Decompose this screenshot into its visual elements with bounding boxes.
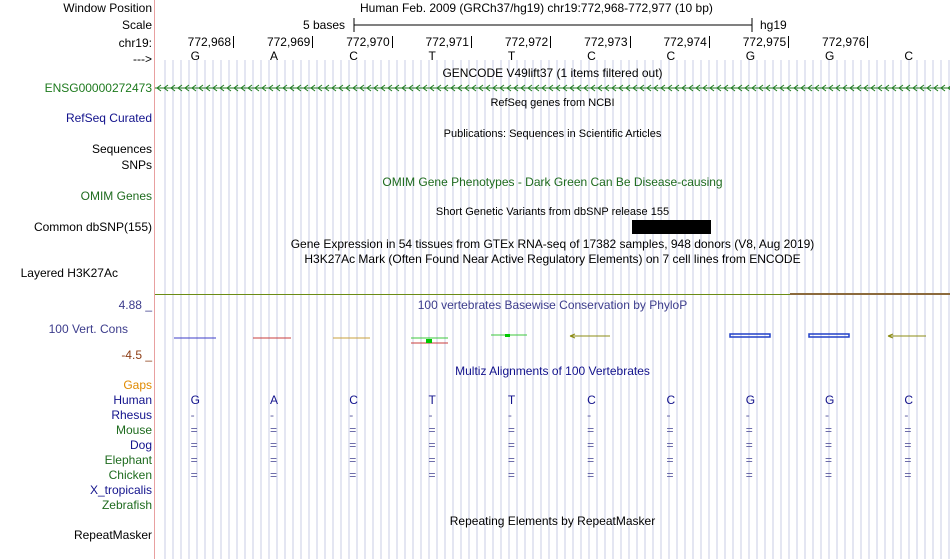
alignment-base: = — [190, 438, 198, 452]
alignment-base: = — [349, 438, 357, 452]
repeatmasker-label[interactable]: RepeatMasker — [73, 528, 152, 542]
position-title[interactable]: Human Feb. 2009 (GRCh37/hg19) chr19:772,968-772,977 (10 bp) — [360, 1, 713, 15]
alignment-base: = — [904, 468, 912, 482]
h3k27ac-label[interactable]: Layered H3K27Ac — [20, 266, 118, 280]
ruler-position: 772,973 — [584, 36, 630, 48]
alignment-base: C — [349, 393, 358, 407]
repeatmasker-track-title[interactable]: Repeating Elements by RepeatMasker — [449, 514, 656, 528]
phylop-track-title[interactable]: 100 vertebrates Basewise Conservation by PhyloP — [417, 298, 688, 312]
alignment-base: - — [190, 408, 195, 422]
alignment-base: = — [666, 423, 674, 437]
snps-label[interactable]: SNPs — [121, 158, 152, 172]
alignment-base: C — [904, 393, 914, 407]
alignment-base: A — [269, 393, 278, 407]
species-zebrafish-label[interactable]: Zebrafish — [101, 498, 152, 512]
alignment-base: - — [507, 408, 512, 422]
alignment-base: = — [825, 453, 833, 467]
alignment-base: = — [904, 453, 912, 467]
alignment-base: = — [904, 423, 912, 437]
alignment-base: = — [349, 468, 357, 482]
species-chicken-label[interactable]: Chicken — [108, 468, 152, 482]
alignment-base: G — [745, 393, 756, 407]
ruler-position: 772,974 — [663, 36, 709, 48]
alignment-base: = — [190, 453, 198, 467]
alignment-base: = — [587, 438, 595, 452]
ruler-base: G — [825, 49, 835, 63]
refseq-curated-label[interactable]: RefSeq Curated — [65, 111, 152, 125]
species-human-label[interactable]: Human — [113, 393, 152, 407]
ruler-base: C — [666, 49, 676, 63]
ruler-base: G — [190, 49, 200, 63]
publications-track-title[interactable]: Publications: Sequences in Scientific Articles — [443, 128, 662, 140]
species-dog-label[interactable]: Dog — [129, 438, 152, 452]
ruler-base: C — [587, 49, 596, 63]
alignment-base: = — [587, 423, 595, 437]
scale-text: 5 bases — [303, 18, 346, 32]
alignment-base: = — [507, 468, 515, 482]
ruler-position: 772,970 — [346, 36, 392, 48]
gencode-transcript[interactable] — [155, 82, 950, 94]
alignment-base: = — [825, 423, 833, 437]
alignment-base: = — [190, 423, 198, 437]
alignment-base: = — [745, 468, 753, 482]
ruler-position: 772,969 — [267, 36, 313, 48]
alignment-base: - — [428, 408, 433, 422]
ruler-base: T — [507, 49, 516, 63]
alignment-base: = — [507, 453, 515, 467]
chr-label[interactable]: chr19: — [118, 36, 152, 50]
alignment-base: = — [507, 438, 515, 452]
species-rhesus-label[interactable]: Rhesus — [111, 408, 152, 422]
alignment-base: = — [825, 468, 833, 482]
strand-arrow-label[interactable]: ---> — [133, 52, 152, 66]
h3k27ac-signal-peak — [790, 293, 950, 295]
alignment-base: - — [666, 408, 671, 422]
alignment-base: = — [269, 423, 277, 437]
omim-genes-label[interactable]: OMIM Genes — [80, 189, 152, 203]
refseq-track-title[interactable]: RefSeq genes from NCBI — [490, 97, 615, 109]
alignment-base: G — [190, 393, 200, 407]
vert-cons-label[interactable]: 100 Vert. Cons — [48, 322, 128, 336]
ruler-position: 772,976 — [822, 36, 868, 48]
ruler-base: G — [745, 49, 756, 63]
alignment-base: = — [825, 438, 833, 452]
gaps-label[interactable]: Gaps — [123, 378, 152, 392]
multiz-track-title[interactable]: Multiz Alignments of 100 Vertebrates — [455, 364, 650, 378]
alignment-base: T — [507, 393, 516, 407]
alignment-base: - — [587, 408, 592, 422]
ruler-base: A — [269, 49, 278, 63]
species-mouse-label[interactable]: Mouse — [115, 423, 152, 437]
gencode-item-label[interactable]: ENSG00000272473 — [44, 81, 152, 95]
species-elephant-label[interactable]: Elephant — [104, 453, 152, 467]
alignment-base: = — [745, 453, 753, 467]
dbsnp-track-title[interactable]: Short Genetic Variants from dbSNP release 155 — [435, 206, 670, 218]
alignment-base: G — [825, 393, 835, 407]
alignment-base: T — [428, 393, 436, 407]
alignment-base: = — [666, 468, 674, 482]
scale-bar — [350, 16, 756, 34]
dbsnp-label[interactable]: Common dbSNP(155) — [33, 220, 152, 234]
ruler-position: 772,975 — [743, 36, 789, 48]
alignment-base: = — [190, 468, 198, 482]
ruler-base: C — [904, 49, 914, 63]
alignment-base: - — [269, 408, 274, 422]
alignment-base: - — [349, 408, 354, 422]
window-position-label[interactable]: Window Position — [63, 1, 152, 15]
h3k27ac-track-title[interactable]: H3K27Ac Mark (Often Found Near Active Regulatory Elements) on 7 cell lines from ENCODE — [304, 252, 801, 266]
alignment-base: = — [349, 453, 357, 467]
gencode-track-title[interactable]: GENCODE V49lift37 (1 items filtered out) — [442, 66, 663, 80]
alignment-base: = — [745, 438, 753, 452]
track-labels — [0, 0, 154, 559]
alignment-base: = — [666, 438, 674, 452]
alignment-base: = — [428, 438, 436, 452]
ruler-position: 772,972 — [505, 36, 551, 48]
alignment-base: = — [904, 438, 912, 452]
alignment-base: - — [904, 408, 909, 422]
genome-browser-image[interactable] — [155, 0, 950, 559]
conservation-max-label: 4.88 _ — [118, 298, 152, 312]
gtex-track-title[interactable]: Gene Expression in 54 tissues from GTEx RNA-seq of 17382 samples, 948 donors (V8, Aug 2019) — [290, 237, 815, 251]
ruler-base: C — [349, 49, 358, 63]
alignment-base: = — [269, 438, 277, 452]
snp-item-block[interactable] — [632, 220, 711, 234]
omim-track-title[interactable]: OMIM Gene Phenotypes - Dark Green Can Be Disease-causing — [382, 175, 723, 189]
alignment-base: C — [666, 393, 676, 407]
ruler-position: 772,968 — [188, 36, 234, 48]
assembly-text: hg19 — [760, 18, 787, 32]
scale-label[interactable]: Scale — [121, 18, 152, 32]
phylop-signal[interactable] — [155, 326, 950, 350]
alignment-base: = — [666, 453, 674, 467]
alignment-base: - — [745, 408, 750, 422]
conservation-min-label: -4.5 _ — [121, 348, 152, 362]
alignment-base: = — [587, 468, 595, 482]
species-xtropicalis-label[interactable]: X_tropicalis — [89, 483, 152, 497]
alignment-base: = — [507, 423, 515, 437]
ruler-base: T — [428, 49, 436, 63]
alignment-base: = — [745, 423, 753, 437]
alignment-base: = — [587, 453, 595, 467]
alignment-base: = — [428, 423, 436, 437]
alignment-base: = — [269, 468, 277, 482]
alignment-base: = — [428, 453, 436, 467]
alignment-base: - — [825, 408, 830, 422]
alignment-base: = — [428, 468, 436, 482]
alignment-base: C — [587, 393, 596, 407]
alignment-base: = — [349, 423, 357, 437]
sequences-label[interactable]: Sequences — [91, 142, 152, 156]
alignment-base: = — [269, 453, 277, 467]
ruler-position: 772,971 — [426, 36, 472, 48]
